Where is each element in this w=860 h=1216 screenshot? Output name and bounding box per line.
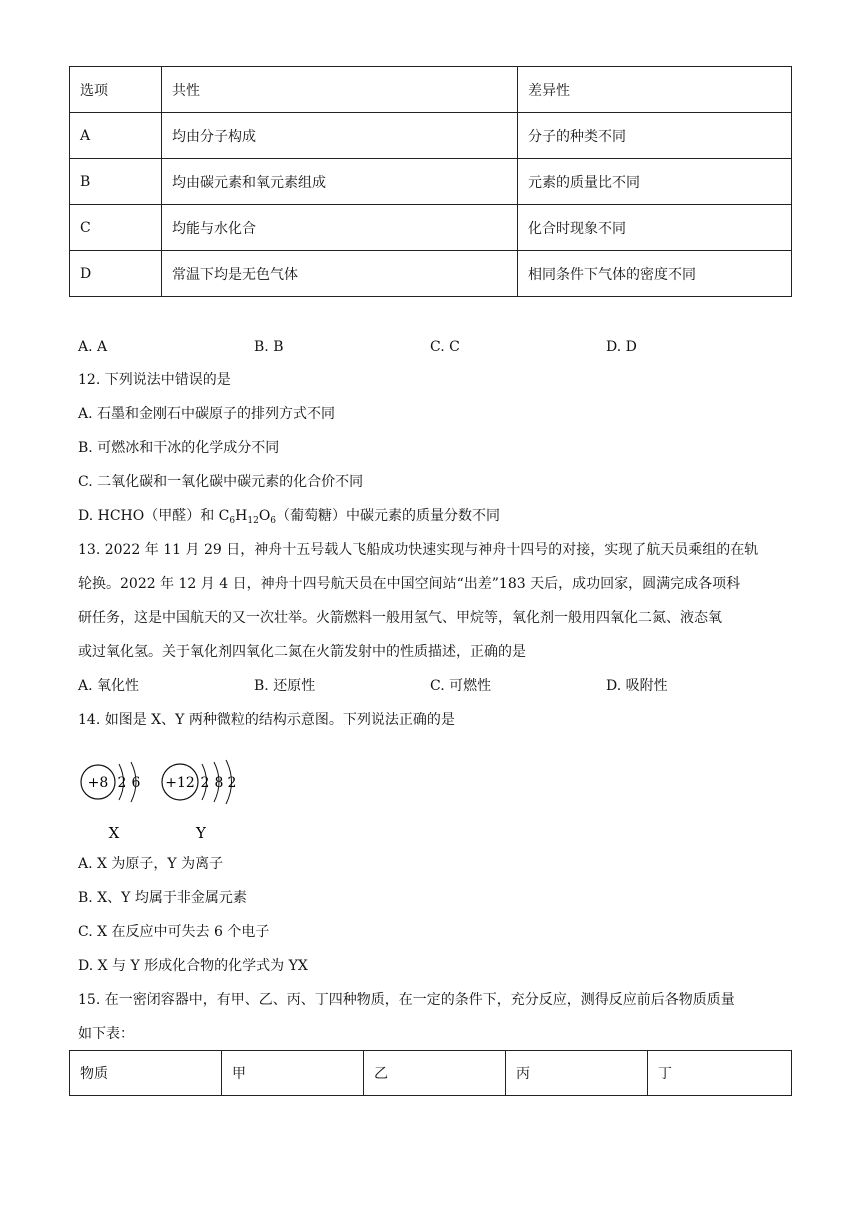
y-label: Y bbox=[196, 824, 206, 842]
table-cell: 均能与水化合 bbox=[162, 205, 518, 251]
q12-option-b: B. 可燃冰和干冰的化学成分不同 bbox=[78, 440, 280, 456]
table-cell: A bbox=[70, 113, 162, 159]
q15-line: 如下表： bbox=[78, 1026, 134, 1042]
table-cell: 常温下均是无色气体 bbox=[162, 251, 518, 297]
y-shell-electrons: 2 bbox=[200, 775, 210, 791]
q12-d-text: D. HCHO（甲醛）和 C bbox=[78, 508, 230, 524]
q12-option-c: C. 二氧化碳和一氧化碳中碳元素的化合价不同 bbox=[78, 474, 364, 490]
q13-option-c: C. 可燃性 bbox=[430, 678, 492, 694]
table-header-cell: 甲 bbox=[222, 1051, 364, 1096]
table-header-row bbox=[70, 67, 792, 113]
table-cell: 元素的质量比不同 bbox=[518, 159, 792, 205]
q13-line: 13. 2022 年 11 月 29 日，神舟十五号载人飞船成功快速实现与神舟十四号的对接，实现了航天员乘组的在轨 bbox=[78, 542, 759, 558]
comparison-table bbox=[69, 66, 792, 297]
q12-d-text: H bbox=[235, 508, 248, 524]
q12-stem: 12. 下列说法中错误的是 bbox=[78, 372, 231, 388]
substance-mass-table bbox=[69, 1050, 792, 1096]
q12-option-d bbox=[78, 507, 500, 525]
table-cell: 均由分子构成 bbox=[162, 113, 518, 159]
table-header-cell: 物质 bbox=[70, 1051, 222, 1096]
q14-option-d: D. X 与 Y 形成化合物的化学式为 YX bbox=[78, 958, 308, 974]
q14-option-a: A. X 为原子，Y 为离子 bbox=[78, 856, 224, 872]
x-shell-electrons: 6 bbox=[131, 775, 141, 791]
x-label: X bbox=[108, 824, 120, 842]
particle-y-diagram bbox=[162, 760, 236, 842]
q13-line: 研任务，这是中国航天的又一次壮举。火箭燃料一般用氢气、甲烷等，氧化剂一般用四氧化二氮、液态氧 bbox=[78, 610, 722, 626]
table-header-cell: 丁 bbox=[648, 1051, 792, 1096]
subscript: 6 bbox=[229, 516, 236, 526]
q11-option-a: A. A bbox=[78, 339, 108, 355]
table-row bbox=[70, 251, 792, 297]
q13-line: 或过氧化氢。关于氧化剂四氧化二氮在火箭发射中的性质描述，正确的是 bbox=[78, 644, 526, 660]
x-nucleus-charge: +8 bbox=[87, 775, 109, 791]
table-row bbox=[70, 113, 792, 159]
q11-option-b: B. B bbox=[254, 339, 284, 355]
q13-line: 轮换。2022 年 12 月 4 日，神舟十四号航天员在中国空间站“出差”183 天后，成功回家，圆满完成各项科 bbox=[78, 576, 741, 592]
atomic-structure-diagram bbox=[74, 758, 264, 844]
particle-x-diagram bbox=[81, 762, 141, 842]
x-shell-electrons: 2 bbox=[117, 775, 127, 791]
y-nucleus-charge: +12 bbox=[165, 775, 195, 791]
y-shell-electrons: 2 bbox=[227, 775, 237, 791]
q11-option-d: D. D bbox=[606, 339, 637, 355]
subscript: 6 bbox=[270, 516, 277, 526]
q14-option-c: C. X 在反应中可失去 6 个电子 bbox=[78, 924, 270, 940]
table-header-cell: 共性 bbox=[162, 67, 518, 113]
q11-option-c: C. C bbox=[430, 339, 460, 355]
table-header-cell: 选项 bbox=[70, 67, 162, 113]
q13-option-a: A. 氧化性 bbox=[78, 678, 140, 694]
table-cell: 分子的种类不同 bbox=[518, 113, 792, 159]
table-row bbox=[70, 205, 792, 251]
table-row bbox=[70, 159, 792, 205]
table-header-cell: 丙 bbox=[506, 1051, 648, 1096]
table-cell: C bbox=[70, 205, 162, 251]
table-cell: D bbox=[70, 251, 162, 297]
table-header-row bbox=[70, 1051, 792, 1096]
table-header-cell: 乙 bbox=[364, 1051, 506, 1096]
table-cell: 化合时现象不同 bbox=[518, 205, 792, 251]
q12-d-text: （葡萄糖）中碳元素的质量分数不同 bbox=[276, 508, 501, 524]
table-header-cell: 差异性 bbox=[518, 67, 792, 113]
y-shell-electrons: 8 bbox=[214, 775, 224, 791]
q14-stem: 14. 如图是 X、Y 两种微粒的结构示意图。下列说法正确的是 bbox=[78, 712, 455, 728]
table-cell: 均由碳元素和氧元素组成 bbox=[162, 159, 518, 205]
q13-option-b: B. 还原性 bbox=[254, 678, 316, 694]
table-cell: B bbox=[70, 159, 162, 205]
table-cell: 相同条件下气体的密度不同 bbox=[518, 251, 792, 297]
q12-option-a: A. 石墨和金刚石中碳原子的排列方式不同 bbox=[78, 406, 336, 422]
q14-option-b: B. X、Y 均属于非金属元素 bbox=[78, 890, 247, 906]
q13-option-d: D. 吸附性 bbox=[606, 678, 668, 694]
q15-line: 15. 在一密闭容器中，有甲、乙、丙、丁四种物质，在一定的条件下，充分反应，测得反应前后各物质质量 bbox=[78, 992, 735, 1008]
subscript: 12 bbox=[247, 516, 259, 526]
q12-d-text: O bbox=[258, 508, 271, 524]
